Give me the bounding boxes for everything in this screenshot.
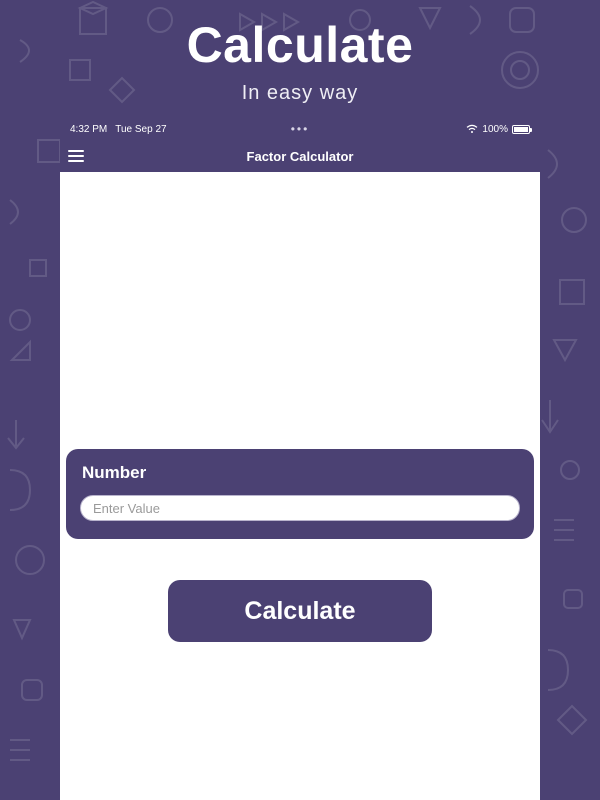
app-bar-title: Factor Calculator <box>246 148 354 164</box>
battery-icon <box>512 125 530 134</box>
number-input-card <box>66 449 534 539</box>
status-date: Tue Sep 27 <box>115 123 167 135</box>
promo-title: Calculate <box>186 17 414 73</box>
status-bar-left <box>70 124 167 135</box>
status-bar <box>60 118 540 140</box>
app-bar <box>60 140 540 172</box>
decorative-pattern-right <box>540 0 600 800</box>
number-field-label: Number <box>82 463 147 482</box>
status-bar-right <box>466 124 530 135</box>
decorative-pattern-left <box>0 0 60 800</box>
wifi-icon <box>466 124 478 134</box>
battery-percent-label: 100% <box>482 123 508 135</box>
app-content <box>60 172 540 800</box>
status-dots: ••• <box>290 122 310 136</box>
promo-subtitle: In easy way <box>241 82 359 104</box>
calculate-button[interactable]: Calculate <box>168 580 432 642</box>
app-screen <box>60 118 540 800</box>
number-input[interactable] <box>80 495 520 521</box>
hamburger-menu-icon[interactable] <box>68 140 96 172</box>
status-time: 4:32 PM <box>70 123 108 135</box>
